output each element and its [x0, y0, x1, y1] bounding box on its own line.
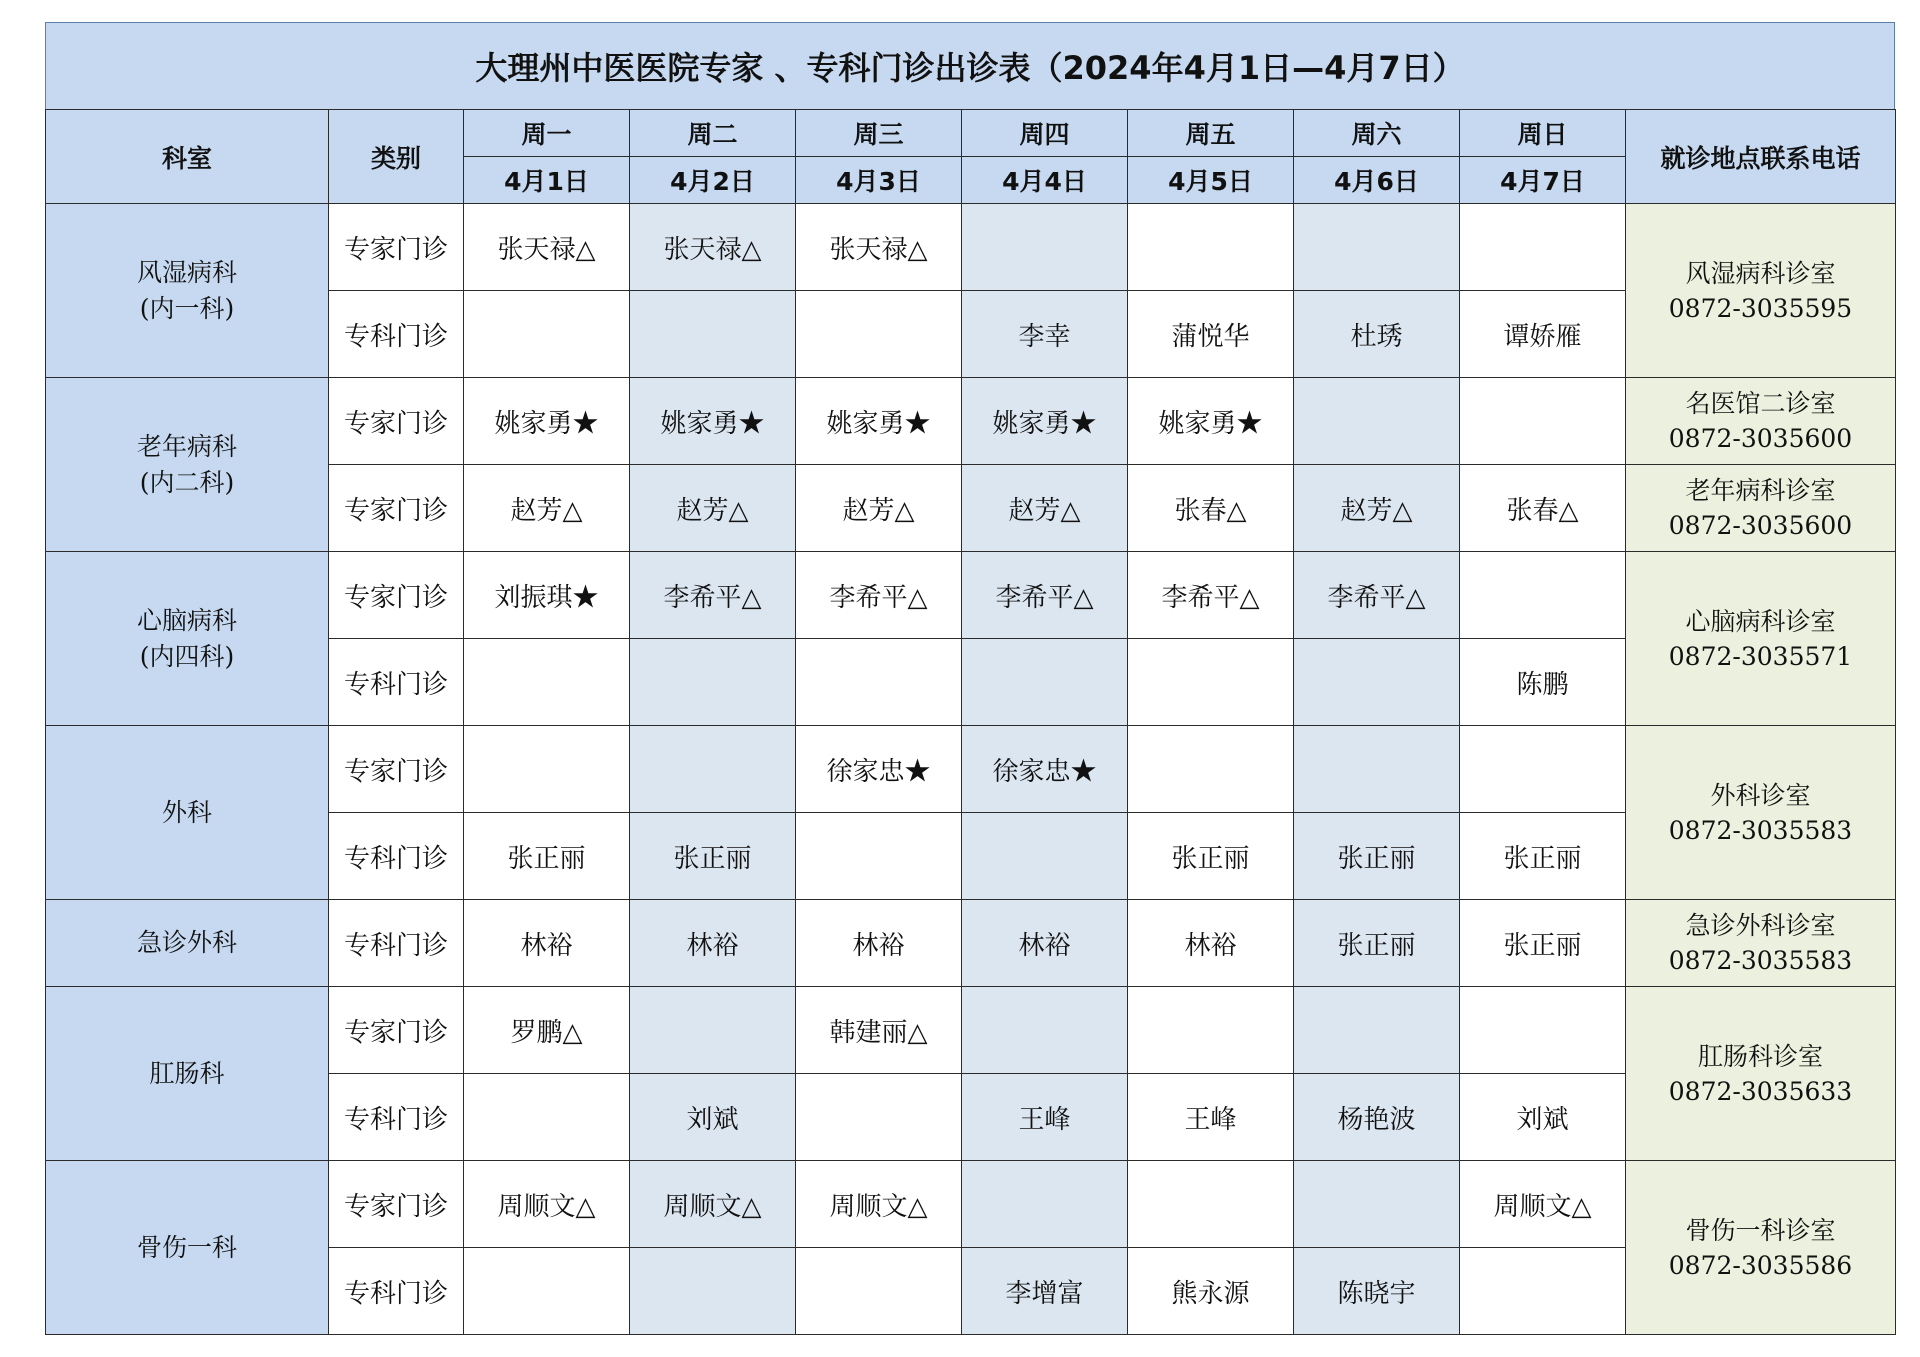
- header-weekday: 周日: [1460, 110, 1626, 157]
- header-weekday: 周二: [630, 110, 796, 157]
- doctor-cell: [962, 813, 1128, 900]
- doctor-cell: 周顺文△: [464, 1161, 630, 1248]
- doctor-cell: [1294, 1161, 1460, 1248]
- doctor-cell: 蒲悦华: [1128, 291, 1294, 378]
- dept-name: [46, 987, 329, 1161]
- doctor-cell: 张天禄△: [630, 204, 796, 291]
- header-date: 4月1日: [464, 157, 630, 204]
- dept-name: [46, 1161, 329, 1335]
- clinic-category: 专科门诊: [329, 1248, 464, 1335]
- doctor-cell: 赵芳△: [1294, 465, 1460, 552]
- doctor-cell: [1294, 987, 1460, 1074]
- header-weekday: 周三: [796, 110, 962, 157]
- doctor-cell: [1294, 378, 1460, 465]
- doctor-cell: 李希平△: [1128, 552, 1294, 639]
- header-date: 4月6日: [1294, 157, 1460, 204]
- doctor-cell: [796, 291, 962, 378]
- doctor-cell: 张春△: [1128, 465, 1294, 552]
- doctor-cell: 陈鹏: [1460, 639, 1626, 726]
- doctor-cell: [796, 639, 962, 726]
- clinic-category: 专科门诊: [329, 291, 464, 378]
- dept-name: [46, 204, 329, 378]
- doctor-cell: 周顺文△: [1460, 1161, 1626, 1248]
- doctor-cell: 韩建丽△: [796, 987, 962, 1074]
- doctor-cell: [630, 639, 796, 726]
- location-phone: 0872-3035571: [1668, 641, 1853, 671]
- location-cell: [1626, 465, 1896, 552]
- doctor-cell: [630, 291, 796, 378]
- doctor-cell: 张春△: [1460, 465, 1626, 552]
- location-phone: 0872-3035600: [1668, 424, 1853, 453]
- doctor-cell: 李希平△: [1294, 552, 1460, 639]
- doctor-cell: 杜琇: [1294, 291, 1460, 378]
- location-phone: 0872-3035583: [1668, 815, 1853, 845]
- doctor-cell: 王峰: [1128, 1074, 1294, 1161]
- doctor-cell: [796, 813, 962, 900]
- header-dept: 科室: [46, 110, 329, 204]
- table-row: [46, 987, 1896, 1074]
- doctor-cell: [1128, 204, 1294, 291]
- doctor-cell: 张正丽: [1294, 813, 1460, 900]
- doctor-cell: 李幸: [962, 291, 1128, 378]
- dept-name-line: 急诊外科: [136, 928, 237, 957]
- clinic-category: 专家门诊: [329, 552, 464, 639]
- location-place: 骨伤一科诊室: [1685, 1215, 1836, 1245]
- doctor-cell: [796, 1248, 962, 1335]
- doctor-cell: 姚家勇★: [464, 378, 630, 465]
- doctor-cell: [796, 1074, 962, 1161]
- doctor-cell: 林裕: [962, 900, 1128, 987]
- doctor-cell: 刘斌: [1460, 1074, 1626, 1161]
- doctor-cell: [1128, 726, 1294, 813]
- dept-name: [46, 726, 329, 900]
- doctor-cell: [1460, 204, 1626, 291]
- clinic-category: 专家门诊: [329, 1161, 464, 1248]
- header-category: 类别: [329, 110, 464, 204]
- doctor-cell: 张正丽: [1128, 813, 1294, 900]
- doctor-cell: 徐家忠★: [962, 726, 1128, 813]
- doctor-cell: 熊永源: [1128, 1248, 1294, 1335]
- doctor-cell: [962, 1161, 1128, 1248]
- doctor-cell: [1128, 987, 1294, 1074]
- doctor-cell: 林裕: [796, 900, 962, 987]
- doctor-cell: [962, 987, 1128, 1074]
- doctor-cell: 赵芳△: [962, 465, 1128, 552]
- doctor-cell: 陈晓宇: [1294, 1248, 1460, 1335]
- location-cell: [1626, 900, 1896, 987]
- clinic-category: 专科门诊: [329, 1074, 464, 1161]
- location-cell: [1626, 1161, 1896, 1335]
- table-row: [46, 552, 1896, 639]
- doctor-cell: 张正丽: [464, 813, 630, 900]
- doctor-cell: 张天禄△: [796, 204, 962, 291]
- doctor-cell: 姚家勇★: [1128, 378, 1294, 465]
- doctor-cell: 刘斌: [630, 1074, 796, 1161]
- clinic-category: 专家门诊: [329, 378, 464, 465]
- doctor-cell: 罗鹏△: [464, 987, 630, 1074]
- location-cell: [1626, 987, 1896, 1161]
- doctor-cell: 赵芳△: [796, 465, 962, 552]
- doctor-cell: [464, 291, 630, 378]
- header-date: 4月4日: [962, 157, 1128, 204]
- doctor-cell: 林裕: [630, 900, 796, 987]
- location-place: 外科诊室: [1710, 780, 1811, 810]
- doctor-cell: [1460, 726, 1626, 813]
- location-phone: 0872-3035633: [1668, 1076, 1853, 1106]
- header-weekday: 周五: [1128, 110, 1294, 157]
- dept-name-line: (内四科): [139, 641, 235, 671]
- location-cell: [1626, 726, 1896, 900]
- table-row: [46, 378, 1896, 465]
- doctor-cell: 张天禄△: [464, 204, 630, 291]
- table-row: [46, 726, 1896, 813]
- doctor-cell: [1128, 639, 1294, 726]
- schedule-body: [46, 204, 1896, 1335]
- doctor-cell: 杨艳波: [1294, 1074, 1460, 1161]
- dept-name: [46, 378, 329, 552]
- doctor-cell: 姚家勇★: [630, 378, 796, 465]
- doctor-cell: 赵芳△: [464, 465, 630, 552]
- doctor-cell: [464, 1074, 630, 1161]
- doctor-cell: [1460, 987, 1626, 1074]
- clinic-category: 专科门诊: [329, 813, 464, 900]
- clinic-category: 专科门诊: [329, 900, 464, 987]
- dept-name-line: 老年病科: [136, 431, 237, 461]
- header-contact: 就诊地点联系电话: [1626, 110, 1896, 204]
- doctor-cell: [962, 204, 1128, 291]
- location-place: 老年病科诊室: [1685, 476, 1836, 505]
- location-place: 风湿病科诊室: [1685, 258, 1836, 288]
- doctor-cell: [630, 987, 796, 1074]
- schedule-table: [45, 109, 1896, 1335]
- dept-name-line: 风湿病科: [136, 257, 237, 287]
- dept-name: [46, 900, 329, 987]
- doctor-cell: 李希平△: [962, 552, 1128, 639]
- doctor-cell: [630, 1248, 796, 1335]
- doctor-cell: 谭娇雁: [1460, 291, 1626, 378]
- table-row: [46, 1161, 1896, 1248]
- doctor-cell: 周顺文△: [796, 1161, 962, 1248]
- location-cell: [1626, 204, 1896, 378]
- doctor-cell: 刘振琪★: [464, 552, 630, 639]
- clinic-category: 专家门诊: [329, 465, 464, 552]
- doctor-cell: [1128, 1161, 1294, 1248]
- doctor-cell: [1460, 378, 1626, 465]
- doctor-cell: 李希平△: [796, 552, 962, 639]
- clinic-category: 专家门诊: [329, 987, 464, 1074]
- dept-name-line: (内二科): [139, 467, 235, 497]
- doctor-cell: 李希平△: [630, 552, 796, 639]
- doctor-cell: [464, 1248, 630, 1335]
- doctor-cell: [1294, 204, 1460, 291]
- doctor-cell: 李增富: [962, 1248, 1128, 1335]
- doctor-cell: 姚家勇★: [796, 378, 962, 465]
- location-phone: 0872-3035586: [1668, 1250, 1853, 1280]
- doctor-cell: 张正丽: [630, 813, 796, 900]
- schedule-title: 大理州中医医院专家 、专科门诊出诊表（2024年4月1日—4月7日）: [45, 22, 1895, 109]
- header-date: 4月3日: [796, 157, 962, 204]
- doctor-cell: [464, 726, 630, 813]
- doctor-cell: 张正丽: [1460, 813, 1626, 900]
- doctor-cell: [1294, 726, 1460, 813]
- header-weekday: 周六: [1294, 110, 1460, 157]
- doctor-cell: 徐家忠★: [796, 726, 962, 813]
- location-cell: [1626, 552, 1896, 726]
- header-date: 4月7日: [1460, 157, 1626, 204]
- clinic-category: 专家门诊: [329, 204, 464, 291]
- location-place: 名医馆二诊室: [1685, 389, 1836, 418]
- doctor-cell: 周顺文△: [630, 1161, 796, 1248]
- dept-name-line: 心脑病科: [136, 605, 237, 635]
- location-cell: [1626, 378, 1896, 465]
- dept-name-line: 骨伤一科: [136, 1232, 237, 1262]
- location-place: 心脑病科诊室: [1685, 606, 1836, 636]
- location-phone: 0872-3035595: [1668, 293, 1853, 323]
- doctor-cell: 林裕: [1128, 900, 1294, 987]
- doctor-cell: 张正丽: [1460, 900, 1626, 987]
- header-weekday: 周一: [464, 110, 630, 157]
- doctor-cell: 王峰: [962, 1074, 1128, 1161]
- table-row: [46, 900, 1896, 987]
- doctor-cell: [1294, 639, 1460, 726]
- header-weekday: 周四: [962, 110, 1128, 157]
- dept-name: [46, 552, 329, 726]
- table-row: [46, 204, 1896, 291]
- dept-name-line: (内一科): [139, 293, 235, 323]
- clinic-category: 专家门诊: [329, 726, 464, 813]
- doctor-cell: 姚家勇★: [962, 378, 1128, 465]
- dept-name-line: 外科: [161, 797, 212, 827]
- dept-name-line: 肛肠科: [149, 1058, 225, 1088]
- doctor-cell: 张正丽: [1294, 900, 1460, 987]
- doctor-cell: [630, 726, 796, 813]
- doctor-cell: [962, 639, 1128, 726]
- clinic-category: 专科门诊: [329, 639, 464, 726]
- doctor-cell: [1460, 552, 1626, 639]
- location-place: 肛肠科诊室: [1697, 1041, 1823, 1071]
- doctor-cell: [1460, 1248, 1626, 1335]
- location-place: 急诊外科诊室: [1685, 911, 1836, 940]
- location-phone: 0872-3035583: [1668, 946, 1853, 975]
- header-date: 4月5日: [1128, 157, 1294, 204]
- header-date: 4月2日: [630, 157, 796, 204]
- doctor-cell: [464, 639, 630, 726]
- doctor-cell: 林裕: [464, 900, 630, 987]
- schedule-sheet: [45, 22, 1895, 1335]
- doctor-cell: 赵芳△: [630, 465, 796, 552]
- location-phone: 0872-3035600: [1668, 511, 1853, 540]
